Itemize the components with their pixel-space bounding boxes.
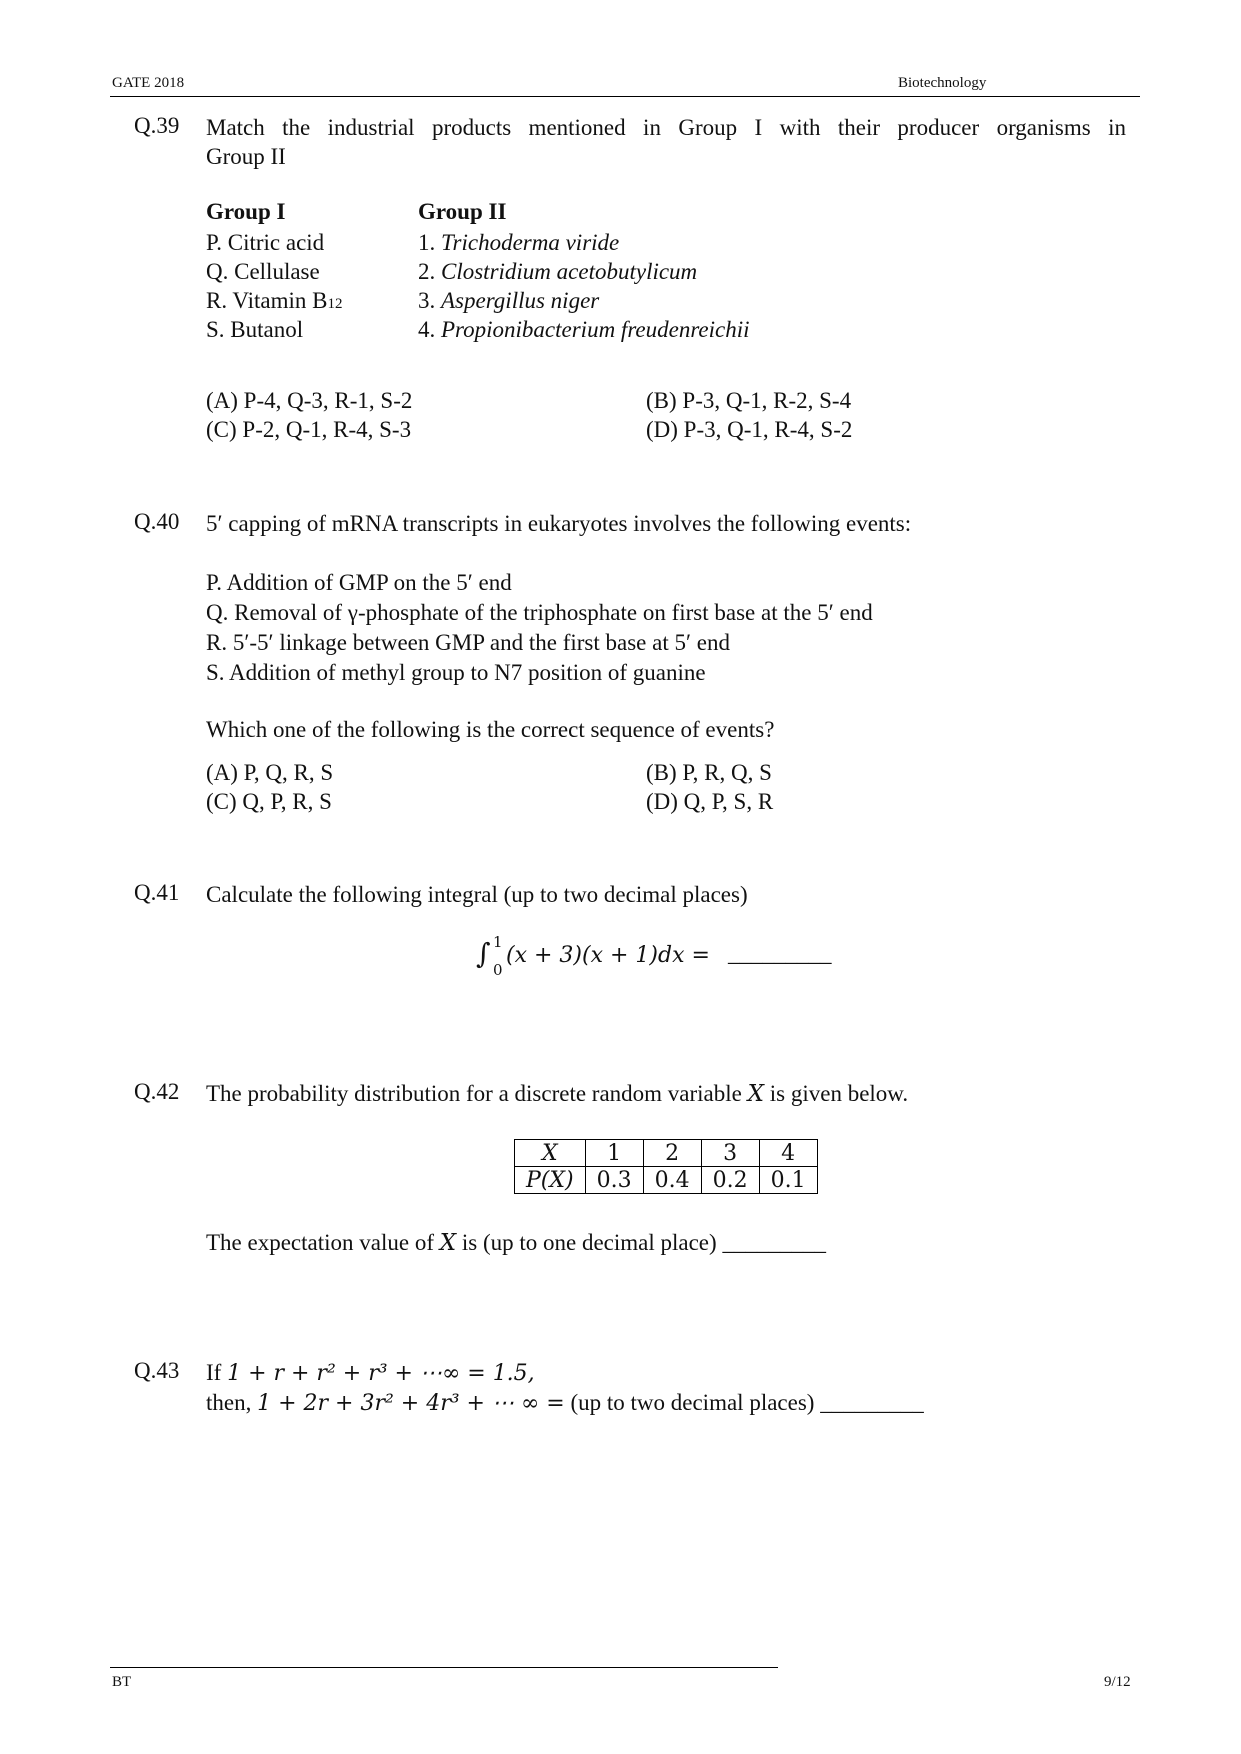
q39-option-a: (A) P-4, Q-3, R-1, S-2 bbox=[206, 388, 413, 413]
q42-text: The probability distribution for a discrete random variable X is given below. bbox=[206, 1081, 909, 1107]
q40-number: Q.40 bbox=[134, 509, 180, 534]
q41-text: Calculate the following integral (up to two decimal places) bbox=[206, 882, 748, 907]
header-right: Biotechnology bbox=[898, 75, 987, 91]
table-cell: P(X) bbox=[515, 1167, 586, 1194]
q40-text: 5′ capping of mRNA transcripts in eukaryotes involves the following events: bbox=[206, 511, 912, 536]
q39-option-c: (C) P-2, Q-1, R-4, S-3 bbox=[206, 417, 412, 442]
integral-lower-limit: 0 bbox=[493, 961, 503, 979]
header-divider bbox=[110, 96, 1140, 97]
footer-left: BT bbox=[112, 1674, 132, 1690]
q40-option-a: (A) P, Q, R, S bbox=[206, 760, 334, 785]
q40-event: P. Addition of GMP on the 5′ end bbox=[206, 570, 512, 595]
table-cell: 1 bbox=[585, 1140, 643, 1167]
table-cell: 0.4 bbox=[643, 1167, 701, 1194]
q39-group1-item: P. Citric acid bbox=[206, 230, 325, 255]
q39-group2-title: Group II bbox=[418, 199, 507, 224]
integral-upper-limit: 1 bbox=[493, 933, 503, 951]
table-cell: 3 bbox=[701, 1140, 759, 1167]
q43-answer-blank: _________ bbox=[820, 1390, 924, 1415]
q39-text-line1: Match the industrial products mentioned in Group I with their producer organisms in bbox=[206, 115, 1126, 140]
q39-group1-title: Group I bbox=[206, 199, 286, 224]
q39-number: Q.39 bbox=[134, 113, 180, 138]
q40-option-d: (D) Q, P, S, R bbox=[646, 789, 774, 814]
table-row bbox=[515, 1140, 818, 1167]
probability-table bbox=[514, 1139, 818, 1194]
q39-group1-item: R. Vitamin B12 bbox=[206, 288, 343, 313]
q40-event: S. Addition of methyl group to N7 position of guanine bbox=[206, 660, 706, 685]
table-cell: 2 bbox=[643, 1140, 701, 1167]
q40-option-c: (C) Q, P, R, S bbox=[206, 789, 332, 814]
q41-answer-blank: _________ bbox=[728, 941, 832, 966]
q39-option-d: (D) P-3, Q-1, R-4, S-2 bbox=[646, 417, 853, 442]
table-cell: 4 bbox=[759, 1140, 817, 1167]
q40-event: R. 5′-5′ linkage between GMP and the first base at 5′ end bbox=[206, 630, 730, 655]
header-left: GATE 2018 bbox=[112, 75, 185, 91]
q39-group2-item: 4. Propionibacterium freudenreichii bbox=[418, 317, 750, 342]
q43-number: Q.43 bbox=[134, 1358, 180, 1383]
q42-expectation-text: The expectation value of X is (up to one decimal place) _________ bbox=[206, 1230, 826, 1256]
integrand: (x + 3)(x + 1)dx = bbox=[506, 943, 717, 968]
q39-option-b: (B) P-3, Q-1, R-2, S-4 bbox=[646, 388, 852, 413]
q39-group1-item: S. Butanol bbox=[206, 317, 304, 342]
q40-option-b: (B) P, R, Q, S bbox=[646, 760, 772, 785]
footer-divider bbox=[110, 1667, 778, 1668]
q42-number: Q.42 bbox=[134, 1079, 180, 1104]
table-cell: X bbox=[515, 1140, 586, 1167]
q40-event: Q. Removal of γ-phosphate of the triphosphate on first base at the 5′ end bbox=[206, 600, 873, 625]
table-cell: 0.3 bbox=[585, 1167, 643, 1194]
q41-number: Q.41 bbox=[134, 880, 180, 905]
q39-group2-item: 3. Aspergillus niger bbox=[418, 288, 600, 313]
table-cell: 0.1 bbox=[759, 1167, 817, 1194]
q43-line1: If 1 + r + r² + r³ + ⋯∞ = 1.5, bbox=[206, 1360, 535, 1386]
integral-sign: ∫ bbox=[476, 937, 491, 970]
q42-answer-blank: _________ bbox=[722, 1230, 826, 1255]
table-cell: 0.2 bbox=[701, 1167, 759, 1194]
q41-integral-expression bbox=[476, 935, 876, 983]
table-row bbox=[515, 1167, 818, 1194]
q40-question: Which one of the following is the correct sequence of events? bbox=[206, 717, 775, 742]
q39-text-line2: Group II bbox=[206, 144, 286, 169]
q43-line2: then, 1 + 2r + 3r² + 4r³ + ⋯ ∞ = (up to two decimal places) _________ bbox=[206, 1390, 924, 1416]
page-number: 9/12 bbox=[1104, 1674, 1131, 1690]
q39-group2-item: 2. Clostridium acetobutylicum bbox=[418, 259, 698, 284]
q39-vitamin-subscript: 12 bbox=[327, 296, 343, 312]
q39-group1-item: Q. Cellulase bbox=[206, 259, 320, 284]
q39-group2-item: 1. Trichoderma viride bbox=[418, 230, 620, 255]
